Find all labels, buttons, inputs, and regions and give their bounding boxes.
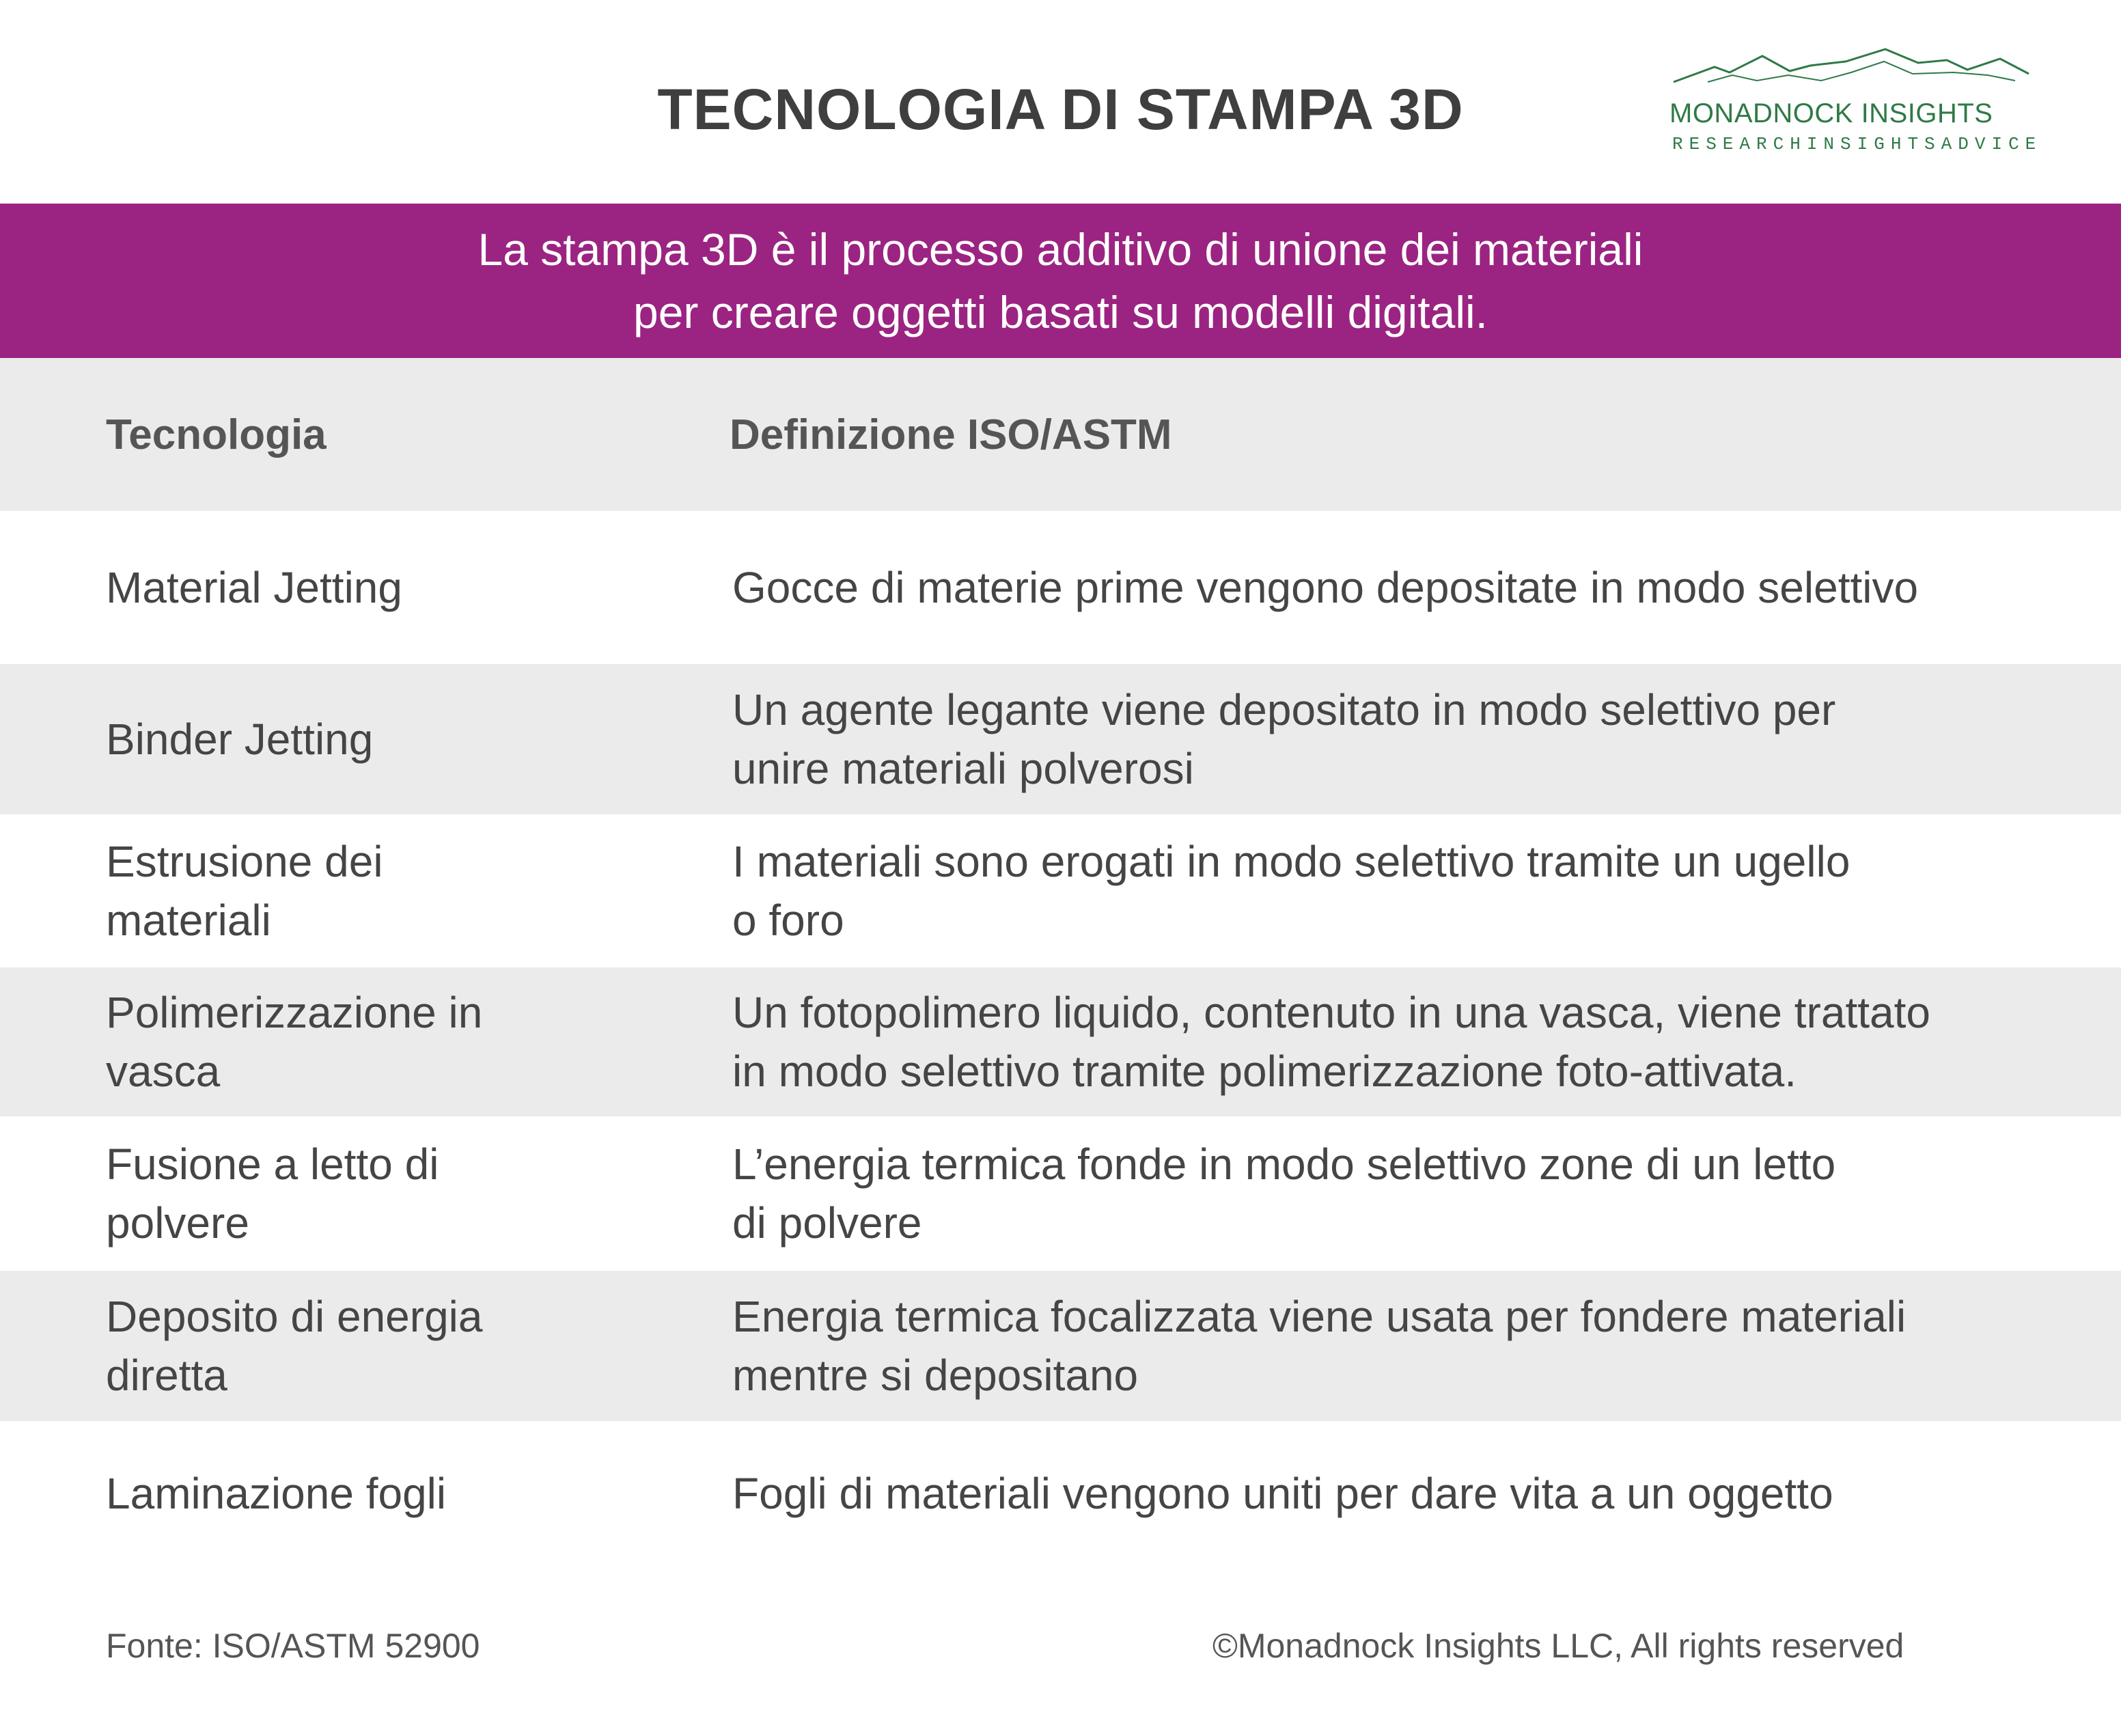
definition-cell xyxy=(732,1116,2092,1271)
definition-line: Un agente legante viene depositato in modo selettivo per xyxy=(732,685,1836,734)
definition-cell xyxy=(732,511,2092,664)
technology-line: diretta xyxy=(106,1351,227,1400)
definition-line: unire materiali polverosi xyxy=(732,744,1194,793)
definition-line: L’energia termica fonde in modo selettivo zone di un letto xyxy=(732,1140,1836,1189)
definition-line: I materiali sono erogati in modo selettivo tramite un ugello xyxy=(732,837,1850,886)
technology-cell xyxy=(106,1271,652,1421)
technology-cell xyxy=(106,511,652,664)
technology-cell xyxy=(106,967,652,1116)
definition-cell xyxy=(732,967,2092,1116)
definition-line: Gocce di materie prime vengono depositate in modo selettivo xyxy=(732,563,1919,612)
table-row xyxy=(0,664,2121,814)
table-header xyxy=(0,358,2121,511)
logo-tagline-word: ADVICE xyxy=(1941,134,2042,154)
definition-line: o foro xyxy=(732,896,844,945)
technology-line: polvere xyxy=(106,1198,249,1248)
logo xyxy=(1667,41,2042,164)
table-row xyxy=(0,511,2121,664)
copyright-note: ©Monadnock Insights LLC, All rights reserved xyxy=(1212,1627,1904,1665)
table-row xyxy=(0,814,2121,967)
technology-line: vasca xyxy=(106,1047,221,1096)
definition-line: Un fotopolimero liquido, contenuto in una vasca, viene trattato xyxy=(732,988,1930,1037)
definition-line: Energia termica focalizzata viene usata per fondere materiali xyxy=(732,1292,1907,1341)
logo-tagline-word: INSIGHTS xyxy=(1806,134,1941,154)
source-note: Fonte: ISO/ASTM 52900 xyxy=(106,1627,480,1665)
definition-cell xyxy=(732,1421,2092,1566)
table-row xyxy=(0,1271,2121,1421)
page-title: TECNOLOGIA DI STAMPA 3D xyxy=(657,77,1464,141)
logo-tagline xyxy=(1672,134,2042,154)
definition-cell xyxy=(732,814,2092,967)
technology-cell xyxy=(106,1116,652,1271)
technology-line: Polimerizzazione in xyxy=(106,988,483,1037)
definition-banner xyxy=(0,204,2121,358)
technology-line: materiali xyxy=(106,896,271,945)
technology-cell xyxy=(106,664,652,814)
table-row xyxy=(0,1116,2121,1271)
technology-line: Deposito di energia xyxy=(106,1292,483,1341)
technology-line: Binder Jetting xyxy=(106,715,374,764)
technology-line: Estrusione dei xyxy=(106,837,383,886)
definition-line: mentre si depositano xyxy=(732,1351,1139,1400)
logo-name: MONADNOCK INSIGHTS xyxy=(1669,98,1993,128)
definition-line: in modo selettivo tramite polimerizzazione foto-attivata. xyxy=(732,1047,1797,1096)
mountains-icon xyxy=(1667,41,2036,98)
definition-cell xyxy=(732,1271,2092,1421)
definition-line: Fogli di materiali vengono uniti per dare vita a un oggetto xyxy=(732,1469,1833,1518)
column-header-definition: Definizione ISO/ASTM xyxy=(730,411,1172,458)
definition-line: di polvere xyxy=(732,1198,922,1248)
banner-line: per creare oggetti basati su modelli digitali. xyxy=(633,287,1488,337)
technology-line: Material Jetting xyxy=(106,563,402,612)
column-header-technology: Tecnologia xyxy=(106,411,327,458)
technology-line: Fusione a letto di xyxy=(106,1140,439,1189)
table-row xyxy=(0,967,2121,1116)
definition-cell xyxy=(732,664,2092,814)
logo-tagline-word: RESEARCH xyxy=(1672,134,1807,154)
technology-cell xyxy=(106,814,652,967)
technology-line: Laminazione fogli xyxy=(106,1469,447,1518)
technology-cell xyxy=(106,1421,652,1566)
banner-line: La stampa 3D è il processo additivo di unione dei materiali xyxy=(477,224,1644,275)
table-row xyxy=(0,1421,2121,1566)
